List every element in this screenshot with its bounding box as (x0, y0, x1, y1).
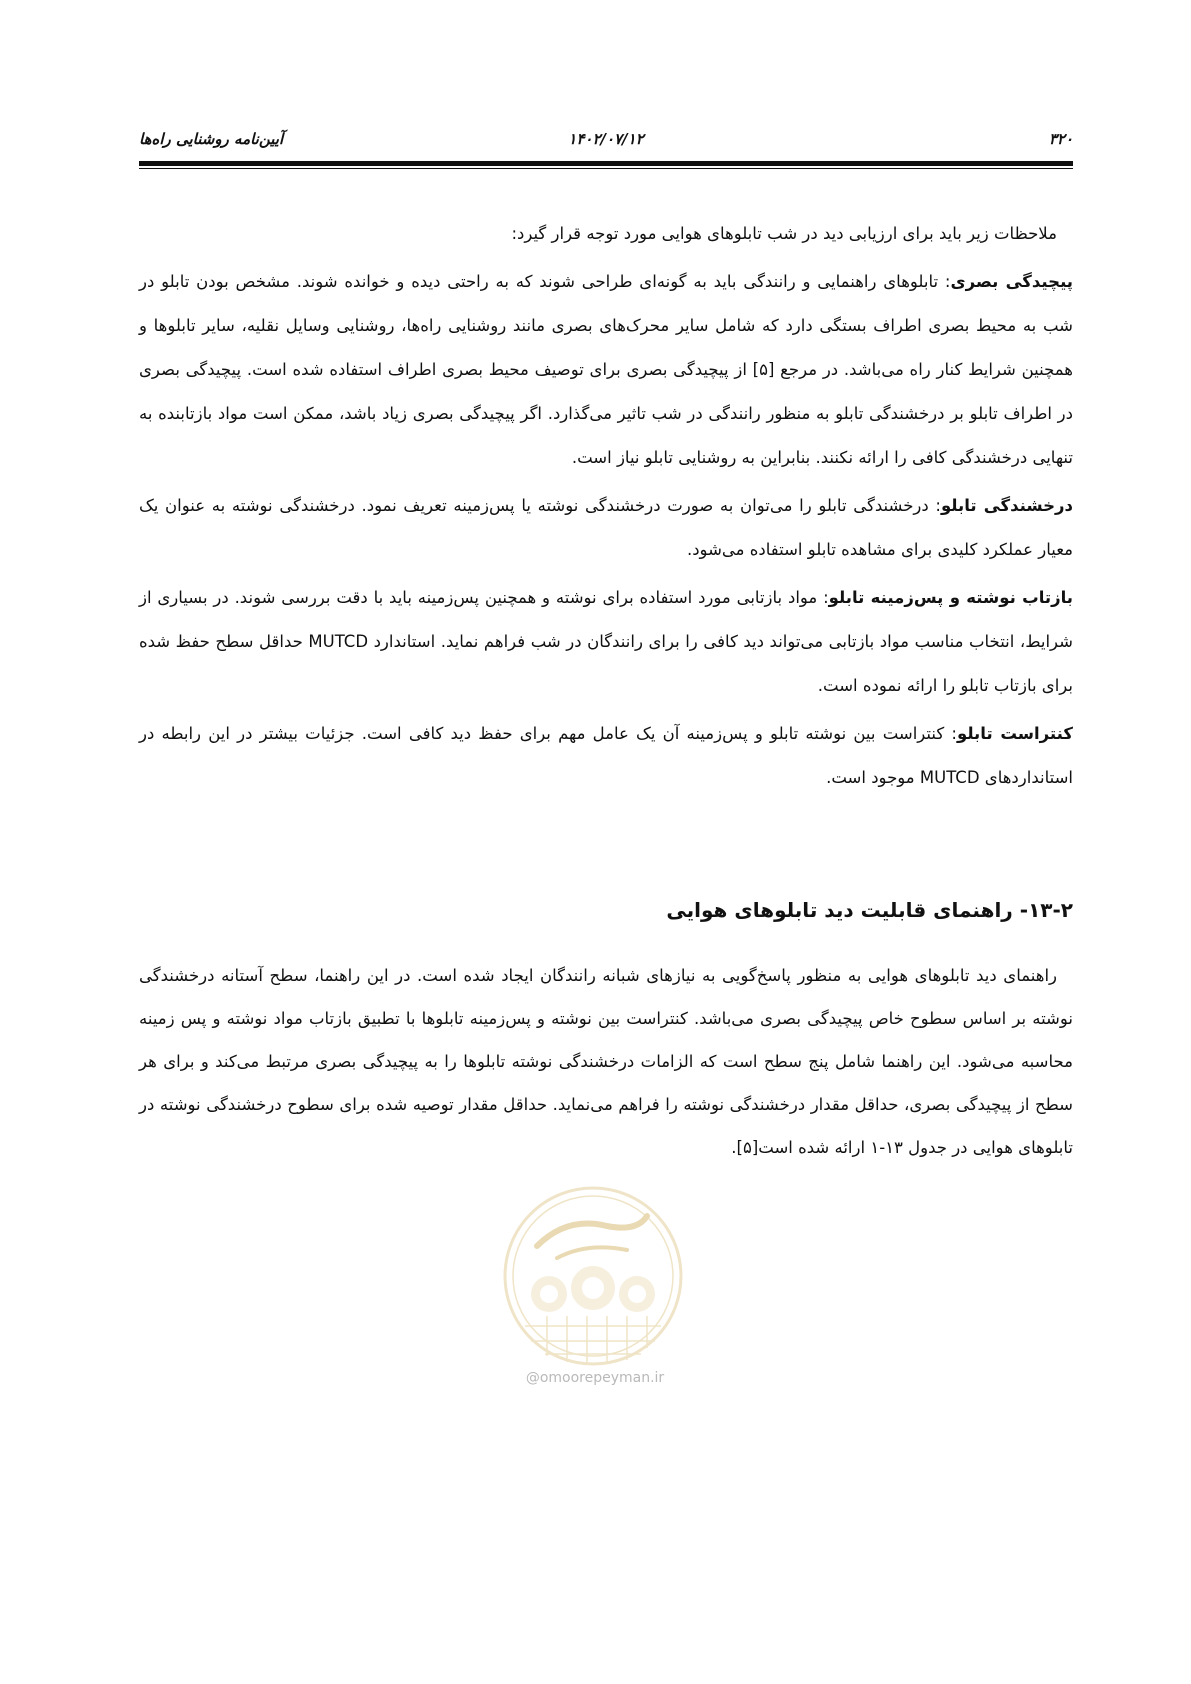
paragraph-text: : تابلوهای راهنمایی و رانندگی باید به گونه‌ای طراحی شوند که به راحتی دیده و خوانده شوند. مشخص بودن تابلو در شب به محیط بصری اطراف بستگی دارد که شامل سایر محرک‌های بصری مانند روشنایی راه‌ها، روشنایی وسایل نقلیه، سایر تابلوها و همچنین شرایط کنار راه می‌باشد. در مرجع [۵] از پیچیدگی بصری برای توصیف محیط بصری اطراف استفاده شده است. پیچیدگی بصری در اطراف تابلو بر درخشندگی تابلو به منظور رانندگی در شب تاثیر می‌گذارد. اگر پیچیدگی بصری زیاد باشد، ممکن است مواد بازتابنده به تنهایی درخشندگی کافی را ارائه نکنند. بنابراین به روشنایی تابلو نیاز است. (139, 272, 1073, 467)
header-date: ۱۴۰۲/۰۷/۱۲ (568, 130, 644, 148)
section-heading: ۱۳-۲- راهنمای قابلیت دید تابلوهای هوایی (666, 898, 1073, 922)
term-sign-contrast: کنتراست تابلو (956, 724, 1073, 743)
section-paragraph: راهنمای دید تابلوهای هوایی به منظور پاسخ‌گویی به نیازهای شبانه رانندگان ایجاد شده است. در این راهنما، سطح آستانه درخشندگی نوشته بر اساس سطوح خاص پیچیدگی بصری می‌باشد. کنتراست بین نوشته و پس‌زمینه تابلوها با تطبیق بازتاب مواد نوشته و پس زمینه محاسبه می‌شود. این راهنما شامل پنج سطح است که الزامات درخشندگی نوشته تابلوها را به پیچیدگی بصری مرتبط می‌کند و برای هر سطح از پیچیدگی بصری، حداقل مقدار درخشندگی نوشته را فراهم می‌نماید. حداقل مقدار توصیه شده برای سطوح درخشندگی نوشته در تابلوهای هوایی در جدول ۱۳-۱ ارائه شده است[۵]. (139, 966, 1073, 1157)
paragraph-text: : درخشندگی تابلو را می‌توان به صورت درخشندگی نوشته یا پس‌زمینه تعریف نمود. درخشندگی نوشته به عنوان یک معیار عملکرد کلیدی برای مشاهده تابلو استفاده می‌شود. (139, 496, 1073, 559)
body-text (139, 212, 1073, 804)
paragraph-sign-contrast (139, 712, 1073, 800)
page-header (139, 130, 1073, 160)
watermark-url: @omoorepeyman.ir (525, 1370, 665, 1386)
paragraph-sign-luminance (139, 484, 1073, 572)
paragraph-text: : کنتراست بین نوشته تابلو و پس‌زمینه آن یک عامل مهم برای حفظ دید کافی است. جزئیات بیشتر در این رابطه در استانداردهای MUTCD موجود است. (139, 724, 1073, 787)
watermark-logo (497, 1176, 689, 1376)
header-rule-thin (139, 168, 1073, 169)
term-sign-luminance: درخشندگی تابلو (940, 496, 1073, 515)
term-visual-complexity: پیچیدگی بصری (950, 272, 1073, 291)
term-retroreflectivity: بازتاب نوشته و پس‌زمینه تابلو (828, 588, 1074, 607)
intro-paragraph: ملاحظات زیر باید برای ارزیابی دید در شب تابلوهای هوایی مورد توجه قرار گیرد: (511, 224, 1057, 243)
paragraph-visual-complexity (139, 260, 1073, 480)
header-rule (139, 161, 1073, 166)
running-title: آیین‌نامه روشنایی راه‌ها (139, 130, 284, 148)
paragraph-text: : مواد بازتابی مورد استفاده برای نوشته و همچنین پس‌زمینه باید با دقت بررسی شوند. در بسیاری از شرایط، انتخاب مناسب مواد بازتابی می‌تواند دید کافی را برای رانندگان در شب فراهم نماید. استاندارد MUTCD حداقل سطح حفظ شده برای بازتاب تابلو را ارائه نموده است. (139, 588, 1073, 695)
paragraph-retroreflectivity (139, 576, 1073, 708)
page-number: ۳۲۰ (1048, 130, 1073, 148)
